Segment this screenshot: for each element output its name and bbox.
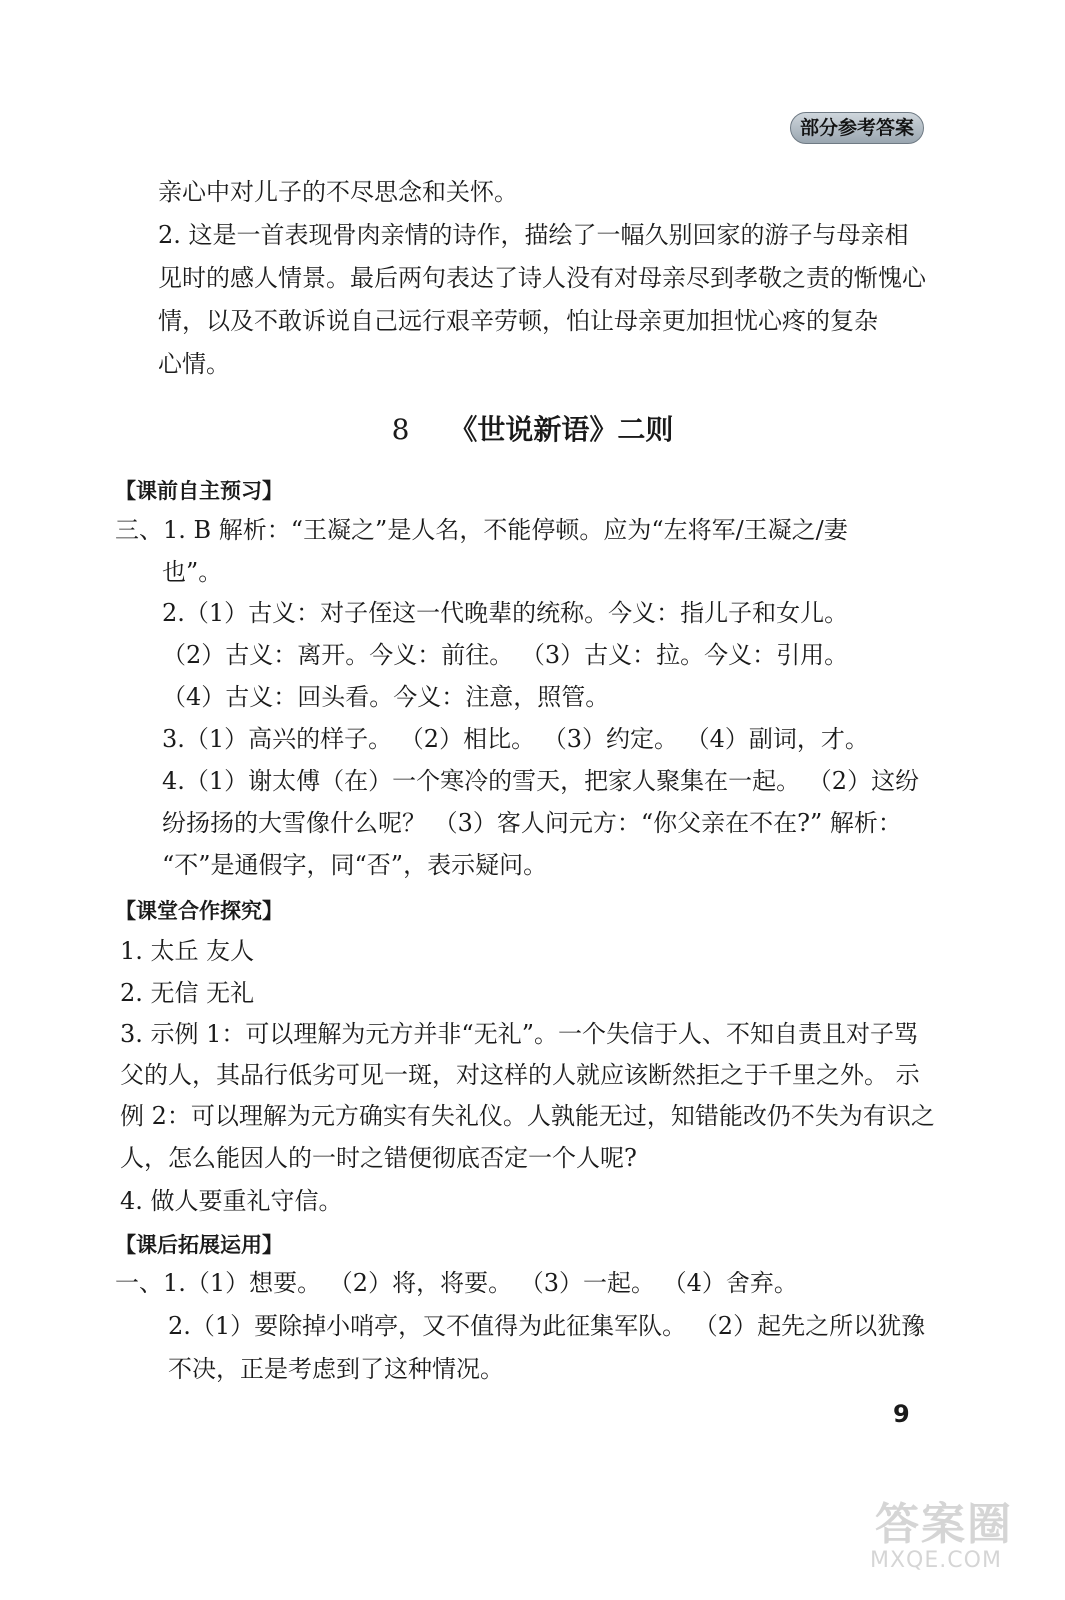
- text-line: “不”是通假字，同“否”，表示疑问。: [162, 851, 548, 879]
- text-line: 2. 无信 无礼: [120, 979, 255, 1007]
- text-line: 一、1.（1）想要。 （2）将，将要。 （3）一起。 （4）舍弃。: [115, 1269, 798, 1297]
- text-line: 不决，正是考虑到了这种情况。: [168, 1355, 504, 1383]
- section-heading-preview: 【课前自主预习】: [115, 479, 283, 503]
- text-line: 3. 示例 1：可以理解为元方并非“无礼”。一个失信于人、不知自责且对子骂: [120, 1020, 918, 1048]
- text-line: 2.（1）古义：对子侄这一代晚辈的统称。今义：指儿子和女儿。: [162, 599, 849, 627]
- text-line: 人，怎么能因人的一时之错便彻底否定一个人呢?: [120, 1144, 637, 1172]
- watermark-logo: [870, 1488, 1045, 1588]
- text-line: 1. 太丘 友人: [120, 937, 255, 965]
- text-line: 纷扬扬的大雪像什么呢？ （3）客人问元方：“你父亲在不在?” 解析：: [162, 809, 902, 837]
- text-line: 也”。: [162, 558, 223, 586]
- text-line: 情，以及不敢诉说自己远行艰辛劳顿，怕让母亲更加担忧心疼的复杂: [158, 307, 878, 335]
- text-line: 亲心中对儿子的不尽思念和关怀。: [158, 178, 518, 206]
- text-line: （2）古义：离开。今义：前往。 （3）古义：拉。今义：引用。: [162, 641, 849, 669]
- text-line: （4）古义：回头看。今义：注意，照管。: [162, 683, 610, 711]
- text-line: 三、1. B 解析：“王凝之”是人名，不能停顿。应为“左将军/王凝之/妻: [115, 516, 848, 544]
- text-line: 3.（1）高兴的样子。 （2）相比。 （3）约定。 （4）副词，才。: [162, 725, 869, 753]
- text-line: 例 2：可以理解为元方确实有失礼仪。人孰能无过，知错能改仍不失为有识之: [120, 1102, 935, 1130]
- page-number: 9: [893, 1400, 910, 1428]
- text-line: 4.（1）谢太傅（在）一个寒冷的雪天，把家人聚集在一起。 （2）这纷: [162, 767, 920, 795]
- section-heading-after: 【课后拓展运用】: [115, 1233, 283, 1257]
- text-line: 4. 做人要重礼守信。: [120, 1187, 343, 1215]
- watermark-text: 答案圈: [875, 1499, 1013, 1550]
- text-line: 见时的感人情景。最后两句表达了诗人没有对母亲尽到孝敬之责的惭愧心: [158, 264, 926, 292]
- section-heading-classroom: 【课堂合作探究】: [115, 899, 283, 923]
- lesson-number: 8: [391, 413, 410, 446]
- text-line: 心情。: [158, 350, 230, 378]
- section-badge: 部分参考答案: [790, 112, 924, 144]
- lesson-title-text: 《世说新语》二则: [449, 413, 674, 446]
- text-line: 2.（1）要除掉小哨亭，又不值得为此征集军队。 （2）起先之所以犹豫: [168, 1312, 926, 1340]
- text-line: 父的人，其品行低劣可见一斑，对这样的人就应该断然拒之于千里之外。 示: [120, 1061, 920, 1089]
- watermark-url: MXQE.COM: [870, 1548, 1002, 1573]
- lesson-title: [0, 408, 1065, 448]
- text-line: 2. 这是一首表现骨肉亲情的诗作，描绘了一幅久别回家的游子与母亲相: [158, 221, 909, 249]
